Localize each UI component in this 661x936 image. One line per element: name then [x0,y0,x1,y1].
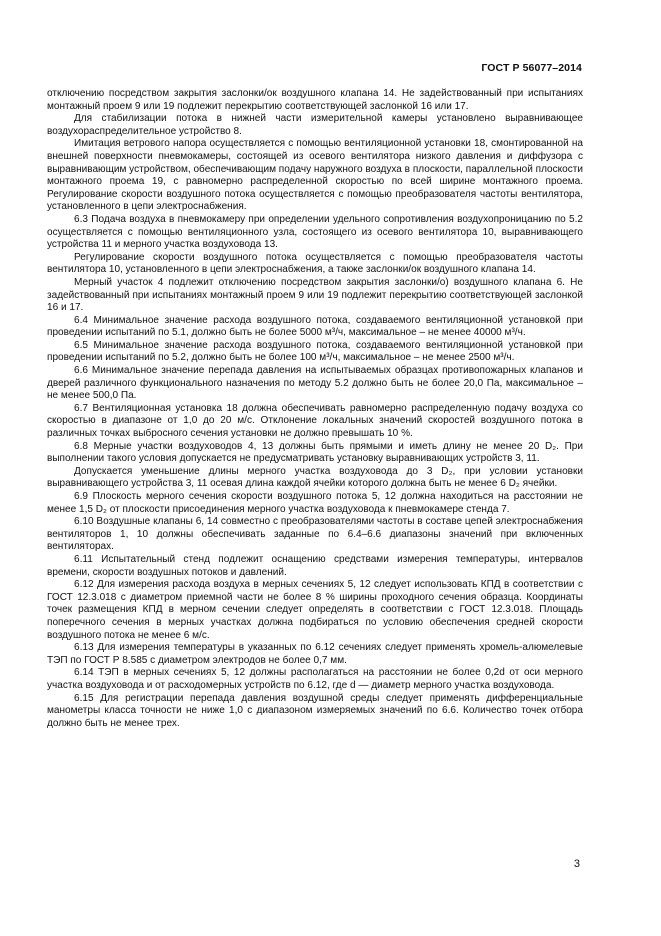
paragraph: Допускается уменьшение длины мерного участка воздуховода до 3 D₂, при условии установки выравнивающего устройства 3, 11 осевая длина каждой ячейки которого должна быть не менее 6 D₂ ячейки. [47,465,583,490]
paragraph: 6.7 Вентиляционная установка 18 должна обеспечивать равномерно распределенную подачу воздуха со скоростью в диапазоне от 1,0 до 20 м/с. Отклонение локальных значений скоростей воздушного потока в различных точках выбросного сечения установки не должно превышать 10 %. [47,402,583,440]
paragraph: Мерный участок 4 подлежит отключению посредством закрытия заслонки/о) воздушного клапана 6. Не задействованный при испытаниях монтажный проем 9 или 19 подлежит перекрытию соответствующей заслонкой 16 и 17. [47,276,583,314]
document-code-header: ГОСТ Р 56077–2014 [481,62,582,74]
paragraph: 6.9 Плоскость мерного сечения скорости воздушного потока 5, 12 должна находиться на расстоянии не менее 1,5 D₂ от плоскости присоединения мерного участка воздуховода к пневмокамере стенда 7. [47,491,583,515]
paragraph: 6.8 Мерные участки воздуховодов 4, 13 должны быть прямыми и иметь длину не менее 20 D₂. При выполнении такого условия допускается не предусматривать установку выравнивающих устройств 3, 11. [47,440,583,465]
paragraph: 6.11 Испытательный стенд подлежит оснащению средствами измерения температуры, интервалов времени, скорости воздушных потоков и давлений. [47,553,583,578]
paragraph: 6.6 Минимальное значение перепада давления на испытываемых образцах противопожарных клапанов и дверей различного функционального назначения по методу 5.2 должно быть не более 20,0 Па, максимальное – не менее 500,0 Па. [47,365,583,402]
paragraph: отключению посредством закрытия заслонки/ок воздушного клапана 14. Не задействованный при испытаниях монтажный проем 9 или 19 подлежит перекрытию соответствующей заслонкой 16 или 17. [47,88,583,112]
paragraph: Регулирование скорости воздушного потока осуществляется с помощью преобразователя частоты вентилятора 10, установленного в цепи электроснабжения, а также заслонки/ок воздушного клапана 14. [47,251,583,276]
paragraph: 6.12 Для измерения расхода воздуха в мерных сечениях 5, 12 следует использовать КПД в соответствии с ГОСТ 12.3.018 с диаметром приемной части не более 8 % ширины проходного сечения образца. Координаты точек размещения КПД в мерном сечении следует определять в соответствии с ГОСТ 12.3.018. Площадь поперечного сечения в мерных участках должна подбираться по условию обеспечения средней скорости воздушного потока не менее 6 м/с. [47,579,583,641]
paragraph: Имитация ветрового напора осуществляется с помощью вентиляционной установки 18, смонтированной на внешней поверхности пневмокамеры, состоящей из осевого вентилятора низкого давления и диффузора с выравнивающим устройством, обеспечивающим подачу наружного воздуха в плоскости, параллельной плоскости монтажного проема 19, с равномерно распределенной скоростью по всей ширине монтажного проема. Регулирование скорости воздушного потока осуществляется с помощью преобразователя частоты вентилятора, установленного в цепи электроснабжения. [47,138,583,213]
paragraph: 6.5 Минимальное значение расхода воздушного потока, создаваемого вентиляционной установкой при проведении испытаний по 5.2, должно быть не более 100 м³/ч, максимальное – не менее 2500 м³/ч. [47,339,583,364]
paragraph: 6.13 Для измерения температуры в указанных по 6.12 сечениях следует применять хромель-алюмелевые ТЭП по ГОСТ Р 8.585 с диаметром электродов не более 0,7 мм. [47,642,583,666]
paragraph: 6.10 Воздушные клапаны 6, 14 совместно с преобразователями частоты в составе цепей электроснабжения вентиляторов 1, 10 должны обеспечивать заданные по 6.4–6.6 диапазоны значений при включенных вентиляторах. [47,516,583,553]
document-body [47,88,583,730]
paragraph: 6.14 ТЭП в мерных сечениях 5, 12 должны располагаться на расстоянии не более 0,2d от оси мерного участка воздуховода и от расходомерных устройств по 6.12, где d — диаметр мерного участка воздуховода. [47,667,583,691]
paragraph: Для стабилизации потока в нижней части измерительной камеры установлено выравнивающее воздухораспределительное устройство 8. [47,113,583,137]
paragraph: 6.4 Минимальное значение расхода воздушного потока, создаваемого вентиляционной установкой при проведении испытаний по 5.1, должно быть не более 5000 м³/ч, максимальное – не менее 40000 м³/ч. [47,314,583,339]
paragraph: 6.15 Для регистрации перепада давления воздушной среды следует применять дифференциальные манометры класса точности не ниже 1,0 с диапазоном измеряемых значений по 6.6. Количество точек отбора должно быть не менее трех. [47,692,583,729]
paragraph: 6.3 Подача воздуха в пневмокамеру при определении удельного сопротивления воздухопроницанию по 5.2 осуществляется с помощью вентиляционного узла, состоящего из осевого вентилятора 10, выравнивающего устройства 11 и мерного участка воздуховода 13. [47,213,583,251]
page-number: 3 [573,858,580,870]
